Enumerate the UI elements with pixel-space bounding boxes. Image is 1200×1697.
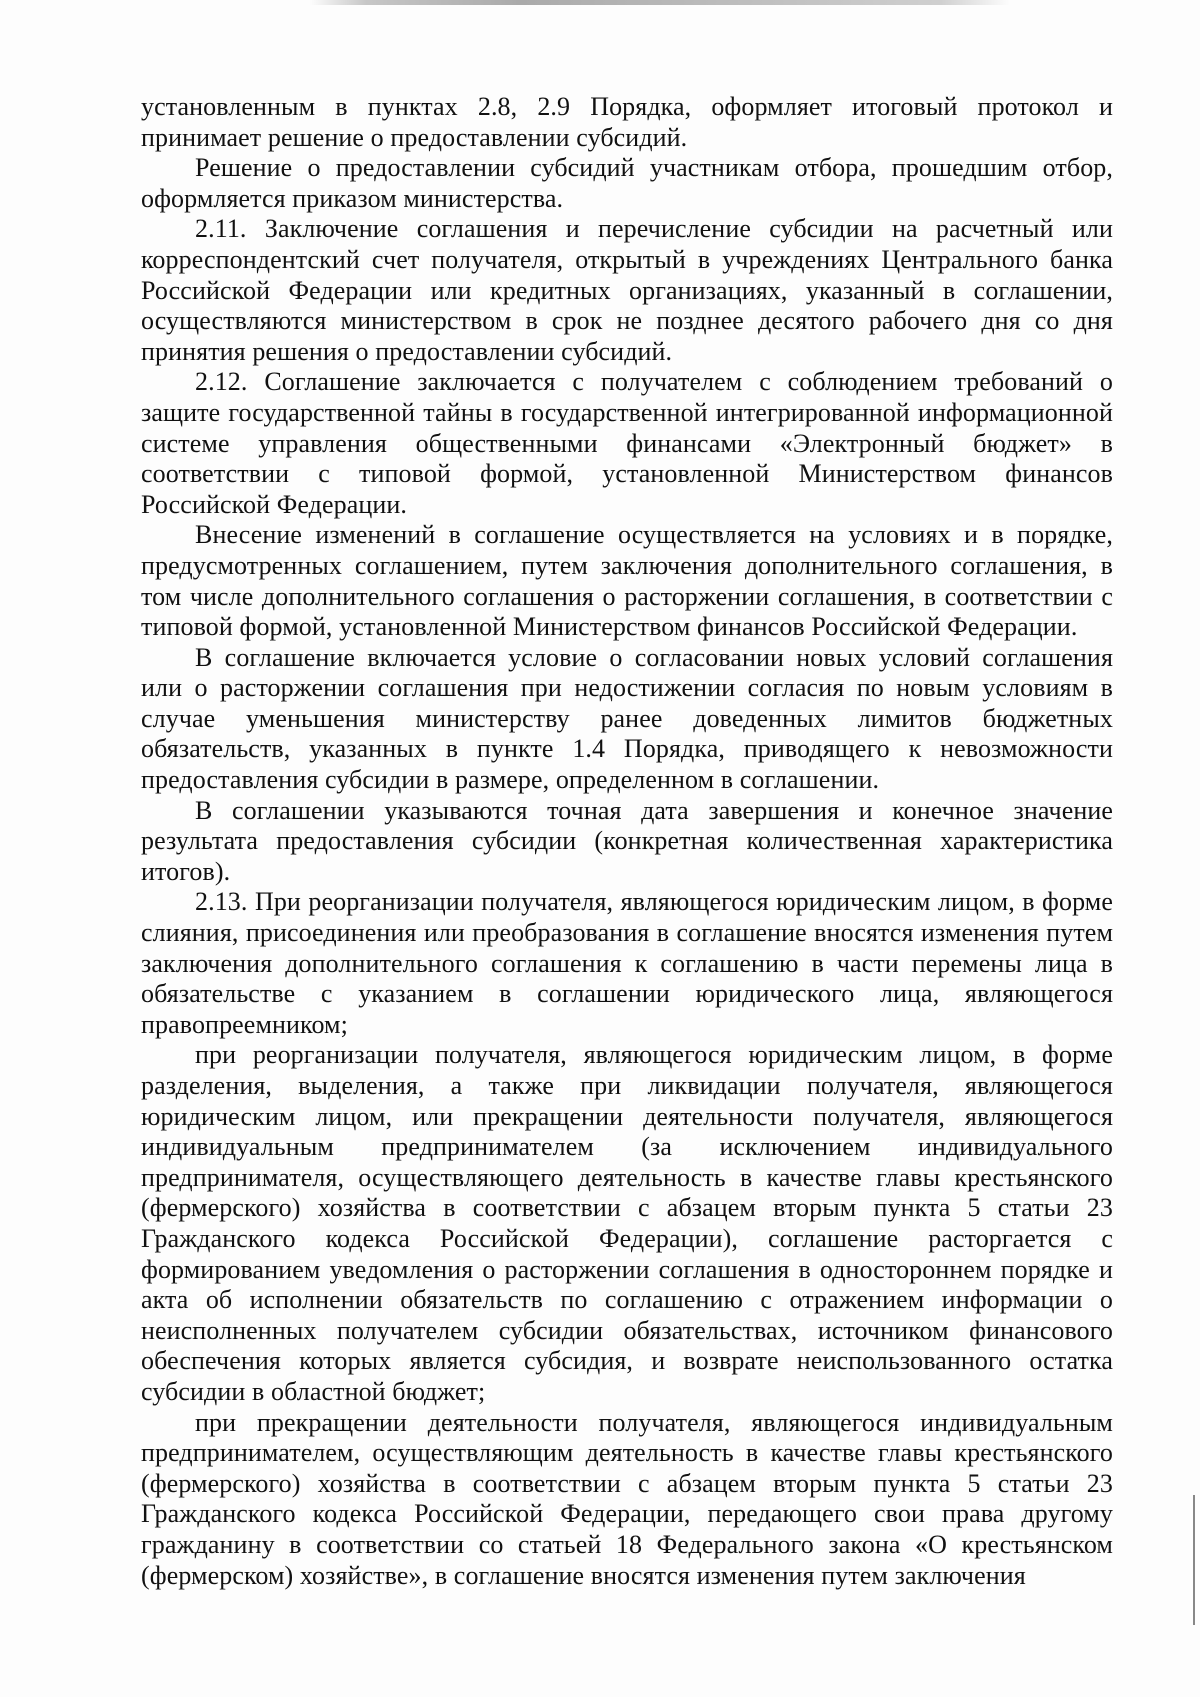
scan-artifact-top bbox=[310, 0, 1010, 5]
paragraph-continuation: установленным в пунктах 2.8, 2.9 Порядка, оформляет итоговый протокол и принимает решение о предоставлении субсидий. bbox=[141, 92, 1113, 152]
document-body bbox=[141, 92, 1113, 1591]
paragraph-2-11: 2.11. Заключение соглашения и перечисление субсидии на расчетный или корреспондентский счет получателя, открытый в учреждениях Центрального банка Российской Федерации или кредитных организациях, указанный в соглашении, осуществляются министерством в срок не позднее десятого рабочего дня со дня принятия решения о предоставлении субсидий. bbox=[141, 214, 1113, 366]
paragraph-2-12: 2.12. Соглашение заключается с получателем с соблюдением требований о защите государственной тайны в государственной интегрированной информационной системе управления общественными финансами «Электронный бюджет» в соответствии с типовой формой, установленной Министерством финансов Российской Федерации. bbox=[141, 367, 1113, 519]
paragraph-agreement-condition: В соглашение включается условие о согласовании новых условий соглашения или о расторжении соглашения при недостижении согласия по новым условиям в случае уменьшения министерству ранее доведенных лимитов бюджетных обязательств, указанных в пункте 1.4 Порядка, приводящего к невозможности предоставления субсидии в размере, определенном в соглашении. bbox=[141, 642, 1113, 795]
paragraph-termination: при прекращении деятельности получателя, являющегося индивидуальным предпринимателем, осуществляющим деятельность в качестве главы крестьянского (фермерского) хозяйства в соответствии с абзацем вторым пункта 5 статьи 23 Гражданского кодекса Российской Федерации, передающего свои права другому гражданину в соответствии со статьей 18 Федерального закона «О крестьянском (фермерском) хозяйстве», в соглашение вносятся изменения путем заключения bbox=[141, 1407, 1113, 1590]
paragraph-2-13: 2.13. При реорганизации получателя, являющегося юридическим лицом, в форме слияния, присоединения или преобразования в соглашение вносятся изменения путем заключения дополнительного соглашения к соглашению в части перемены лица в обязательстве с указанием в соглашении юридического лица, являющегося правопреемником; bbox=[141, 887, 1113, 1039]
scan-artifact-right-edge bbox=[1193, 1495, 1195, 1625]
paragraph-result-date: В соглашении указываются точная дата завершения и конечное значение результата предоставления субсидии (конкретная количественная характеристика итогов). bbox=[141, 795, 1113, 886]
paragraph-reorganization: при реорганизации получателя, являющегося юридическим лицом, в форме разделения, выделения, а также при ликвидации получателя, являющегося юридическим лицом, или прекращении деятельности получателя, являющегося индивидуальным предпринимателем (за исключением индивидуального предпринимателя, осуществляющего деятельность в качестве главы крестьянского (фермерского) хозяйства в соответствии с абзацем вторым пункта 5 статьи 23 Гражданского кодекса Российской Федерации), соглашение расторгается с формированием уведомления о расторжении соглашения в одностороннем порядке и акта об исполнении обязательств по соглашению с отражением информации о неисполненных получателем субсидии обязательствах, источником финансового обеспечения которых является субсидия, и возврате неиспользованного остатка субсидии в областной бюджет; bbox=[141, 1040, 1113, 1406]
paragraph-amendments: Внесение изменений в соглашение осуществляется на условиях и в порядке, предусмотренных соглашением, путем заключения дополнительного соглашения, в том числе дополнительного соглашения о расторжении соглашения, в соответствии с типовой формой, установленной Министерством финансов Российской Федерации. bbox=[141, 520, 1113, 642]
paragraph-decision: Решение о предоставлении субсидий участникам отбора, прошедшим отбор, оформляется приказом министерства. bbox=[141, 153, 1113, 213]
